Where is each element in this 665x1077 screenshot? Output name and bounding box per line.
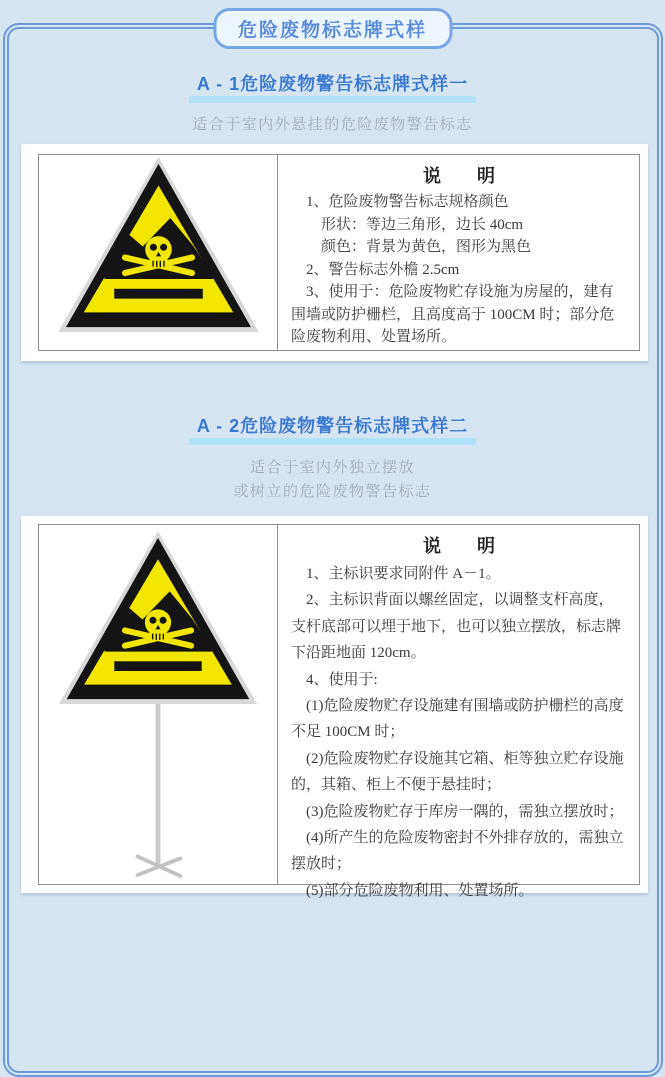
note-line: 2、警告标志外檐 2.5cm [306,261,460,278]
sign-pole [156,704,161,867]
notes-cell-a1 [278,155,639,350]
sign-cell-a2 [39,525,278,884]
section-a2-subtitle-line2: 或树立的危险废物警告标志 [233,483,432,500]
section-a1-title-text: A - 1危险废物警告标志牌式样一 [189,70,476,103]
section-a2-subtitle-line1: 适合于室内外独立摆放 [249,459,415,476]
baseline-bar [114,289,203,299]
panel-a2 [21,516,648,899]
note-line: (3)危险废物贮存于库房一隅的，需独立摆放时； [306,803,624,820]
section-a1-title [0,70,665,103]
note-line: 颜色：背景为黄色，图形为黑色 [321,239,532,255]
notes-heading-a1: 说 明 [423,166,495,186]
hazard-warning-sign-icon [55,155,262,336]
note-line: 形状：等边三角形，边长 40cm [321,216,524,233]
note-line: (5)部分危险废物利用、处置场所。 [306,882,534,899]
header-badge: 危险废物标志牌式样 [213,8,452,49]
section-a2-title-text: A - 2危险废物警告标志牌式样二 [189,412,476,445]
note-line: 4、使用于: [306,671,378,688]
note-line: 3、使用于：危险废物贮存设施为房屋的，建有围墙或防护栅栏，且高度高于 100CM 时；部分危险废物利用、处置场所。 [291,284,615,345]
note-line: 2、主标识背面以螺丝固定，以调整支杆高度，支杆底部可以埋于地下，也可以独立摆放，标志牌下沿距地面 120cm。 [291,592,622,662]
panel-a1 [21,144,648,361]
note-line: (2)危险废物贮存设施其它箱、柜等独立贮存设施的，其箱、柜上不便于悬挂时； [291,750,624,794]
notes-heading-a2: 说 明 [423,536,495,556]
section-a2-title [0,412,665,445]
hazard-warning-sign-pole-icon [56,529,260,881]
spec-table-a2 [38,524,640,899]
note-line: (4)所产生的危险废物密封不外排存放的，需独立摆放时； [291,829,624,873]
note-line: 1、主标识要求同附件 A－1。 [306,566,501,582]
note-line: 1、危险废物警告标志规格颜色 [306,194,509,210]
section-a1-subtitle: 适合于室内外悬挂的危险废物警告标志 [192,116,473,133]
notes-cell-a2 [278,525,639,899]
sign-cell-a1 [39,155,278,350]
baseline-bar [114,661,201,671]
note-line: (1)危险废物贮存设施建有围墙或防护栅栏的高度不足 100CM 时； [291,697,624,741]
spec-table-a1 [38,154,640,351]
